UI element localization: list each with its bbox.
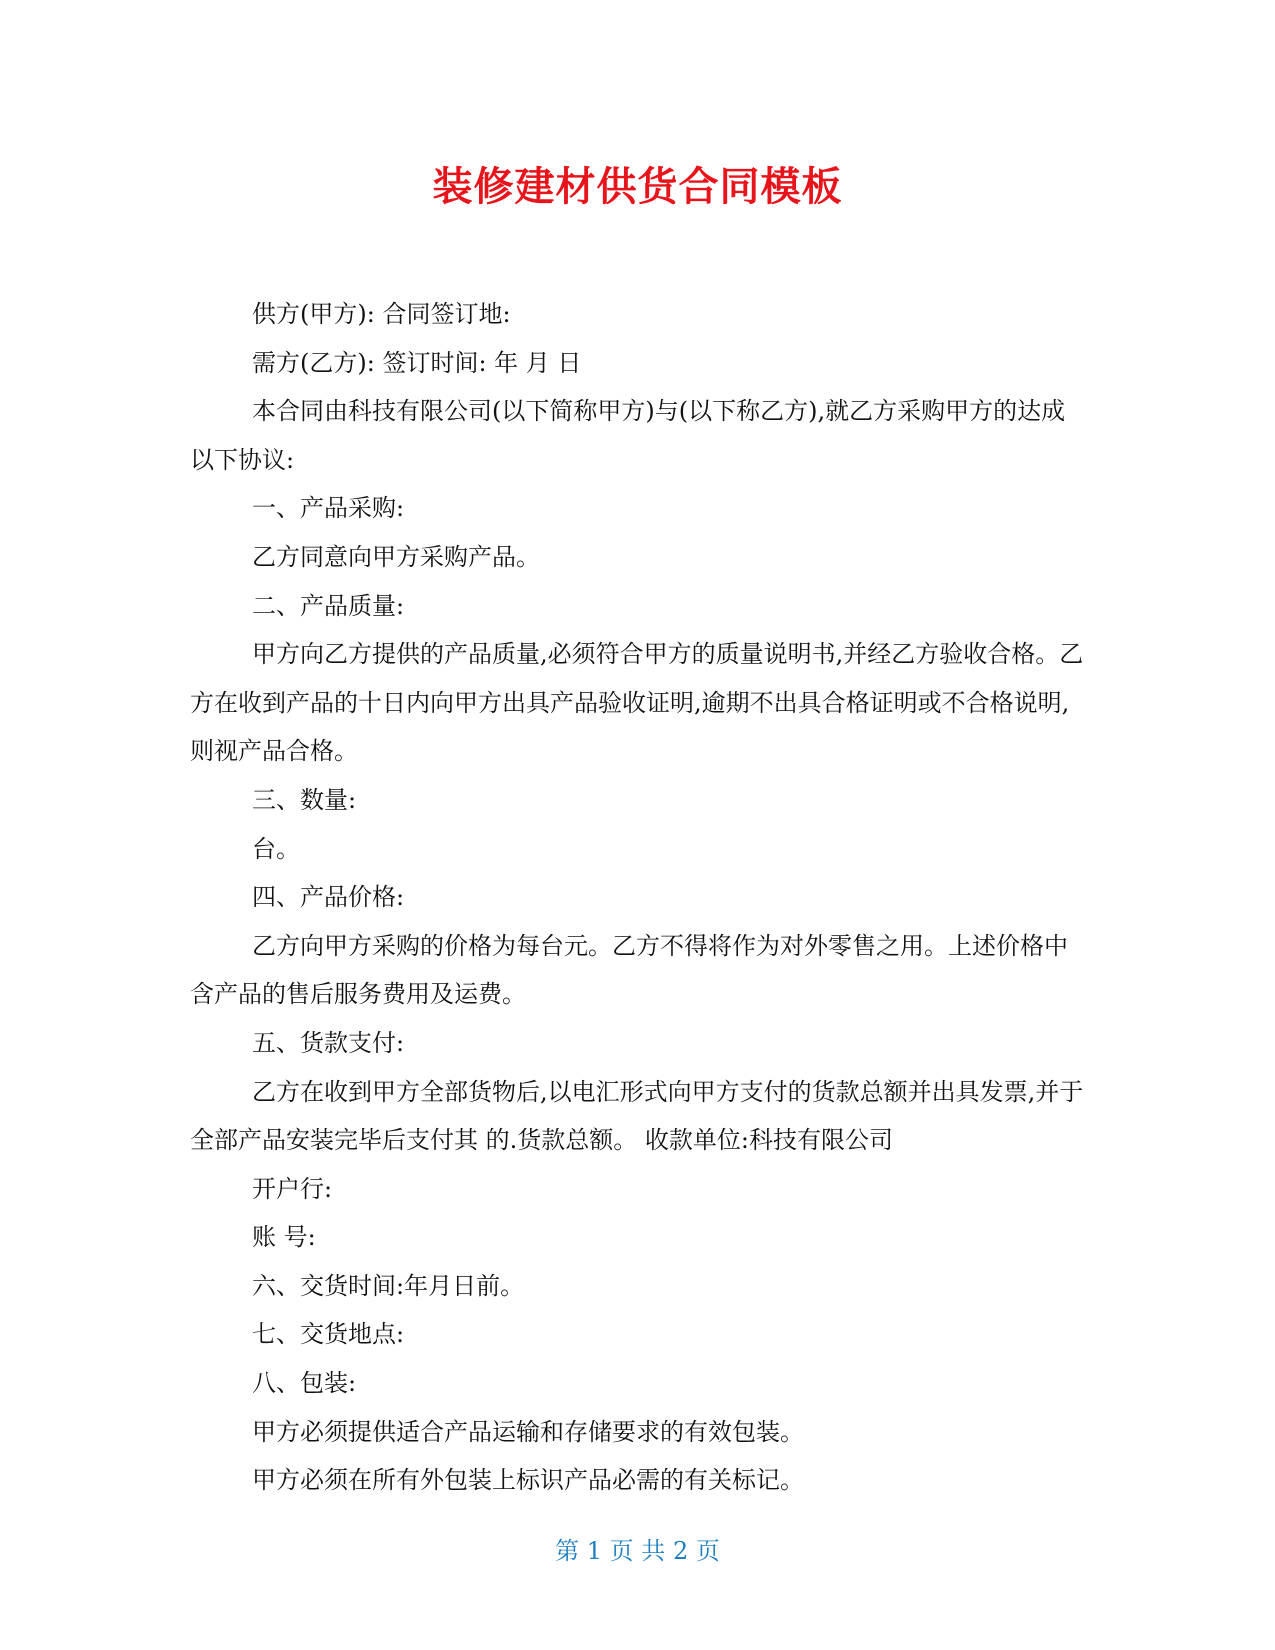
paragraph: 台。	[252, 834, 300, 863]
page-number-footer: 第 1 页 共 2 页	[555, 1537, 720, 1565]
paragraph: 五、货款支付:	[252, 1028, 405, 1057]
paragraph: 本合同由科技有限公司(以下简称甲方)与(以下称乙方),就乙方采购甲方的达成以下协议:	[190, 397, 1066, 474]
paragraph: 一、产品采购:	[252, 494, 405, 523]
paragraph: 甲方向乙方提供的产品质量,必须符合甲方的质量说明书,并经乙方验收合格。乙方在收到产品的十日内向甲方出具产品验收证明,逾期不出具合格证明或不合格说明,则视产品合格。	[190, 640, 1084, 766]
paragraph: 需方(乙方): 签订时间: 年 月 日	[252, 348, 582, 377]
paragraph: 账 号:	[252, 1223, 316, 1252]
paragraph: 四、产品价格:	[252, 883, 405, 912]
paragraph: 乙方同意向甲方采购产品。	[252, 542, 540, 571]
paragraph: 供方(甲方): 合同签订地:	[252, 300, 511, 328]
paragraph: 八、包装:	[252, 1369, 357, 1398]
paragraph: 甲方必须提供适合产品运输和存储要求的有效包装。	[252, 1417, 804, 1446]
paragraph: 甲方必须在所有外包装上标识产品必需的有关标记。	[252, 1466, 804, 1495]
paragraph: 二、产品质量:	[252, 591, 405, 620]
paragraph: 三、数量:	[252, 785, 357, 814]
paragraph: 七、交货地点:	[252, 1320, 405, 1349]
paragraph: 乙方向甲方采购的价格为每台元。乙方不得将作为对外零售之用。上述价格中含产品的售后服务费用及运费。	[190, 931, 1068, 1009]
paragraph: 六、交货时间:年月日前。	[252, 1271, 525, 1300]
document-body	[190, 290, 1085, 1505]
paragraph: 开户行:	[252, 1174, 333, 1203]
document-title: 装修建材供货合同模板	[432, 164, 843, 210]
paragraph: 乙方在收到甲方全部货物后,以电汇形式向甲方支付的货款总额并出具发票,并于全部产品安装完毕后支付其 的.货款总额。 收款单位:科技有限公司	[190, 1077, 1084, 1155]
